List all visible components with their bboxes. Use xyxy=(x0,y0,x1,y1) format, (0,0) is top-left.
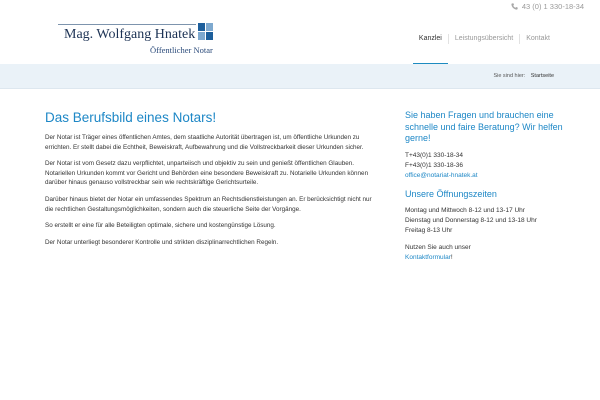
main-content xyxy=(45,110,380,254)
top-phone[interactable] xyxy=(511,2,584,11)
form-prompt: Nutzen Sie auch unser xyxy=(405,244,471,251)
paragraph-1: Der Notar ist Träger eines öffentlichen Amtes, dem staatliche Autorität übertragen ist, um öffentliche Urkunden zu errichten. Er stellt dabei die Echtheit, Beweiskraft, Aufbewahrung und die Vollstreckbarkeit dieser Urkunden sicher. xyxy=(45,134,364,151)
logo-grid-icon xyxy=(198,23,214,41)
breadcrumb xyxy=(493,73,554,79)
nav-leistungsuebersicht[interactable] xyxy=(448,34,519,44)
contact-heading: Sie haben Fragen und brauchen eine schnelle und faire Beratung? Wir helfen gerne! xyxy=(405,110,563,143)
nav-leistungsuebersicht-label: Leistungsübersicht xyxy=(454,35,514,42)
nav-kanzlei-label: Kanzlei xyxy=(418,35,442,42)
hours-heading: Unsere Öffnungszeiten xyxy=(405,188,497,199)
paragraph-3: Darüber hinaus bietet der Notar ein umfassendes Spektrum an Rechtsdienstleistungen an. Er berücksichtigt nicht nur die rechtlichen Gestaltungsmöglichkeiten, sondern auch die steuerliche Seite der Vorgänge. xyxy=(45,195,372,213)
page-title: Das Berufsbild eines Notars! xyxy=(45,110,217,125)
paragraph-4: So erstellt er eine für alle Beteiligten optimale, sichere und kostengünstige Lösung. xyxy=(45,222,276,230)
breadcrumb-home-link[interactable]: Startseite xyxy=(530,73,554,79)
hours-fri: Freitag 8-13 Uhr xyxy=(405,227,453,234)
breadcrumb-bar xyxy=(0,64,600,89)
form-suffix: ! xyxy=(450,254,453,261)
hours-tue-thu: Dienstag und Donnerstag 8-12 und 13-18 Uhr xyxy=(405,217,537,224)
logo-name: Mag. Wolfgang Hnatek xyxy=(64,27,196,42)
logo-subtitle: Öffentlicher Notar xyxy=(150,45,213,55)
sidebar xyxy=(405,110,565,263)
nav-kontakt[interactable] xyxy=(519,34,556,44)
main-nav xyxy=(413,34,556,44)
contact-email-link[interactable]: office@notariat-hnatek.at xyxy=(405,171,478,179)
logo[interactable] xyxy=(58,24,218,66)
nav-kanzlei[interactable] xyxy=(413,34,448,44)
hours-mon-wed: Montag und Mittwoch 8-12 und 13-17 Uhr xyxy=(405,207,525,214)
form-line xyxy=(405,253,565,263)
paragraph-2: Der Notar ist vom Gesetz dazu verpflichtet, unparteiisch und objektiv zu sein und genießt öffentlichen Glauben. Notariellen Urkunden kommt vor Gericht und Behörden eine besondere Beweiskraft zu. Notarielle Urkunden können darüber hinaus genauso vollstreckbar sein wie rechtskräftige Gerichtsurteile. xyxy=(45,160,369,187)
site-header xyxy=(0,14,600,65)
breadcrumb-prefix: Sie sind hier: xyxy=(493,73,526,79)
top-phone-text: 43 (0) 1 330-18-34 xyxy=(521,2,584,11)
logo-rule xyxy=(58,24,196,25)
contact-form-link[interactable]: Kontaktformular xyxy=(405,254,451,261)
phone-icon xyxy=(511,3,518,10)
nav-kontakt-label: Kontakt xyxy=(526,35,550,42)
contact-fax: F+43(0)1 330-18-36 xyxy=(405,161,463,169)
contact-phone: T+43(0)1 330-18-34 xyxy=(405,151,463,159)
top-bar xyxy=(0,0,600,14)
paragraph-5: Der Notar unterliegt besonderer Kontrolle und strikten disziplinarrechtlichen Regeln. xyxy=(45,238,279,246)
